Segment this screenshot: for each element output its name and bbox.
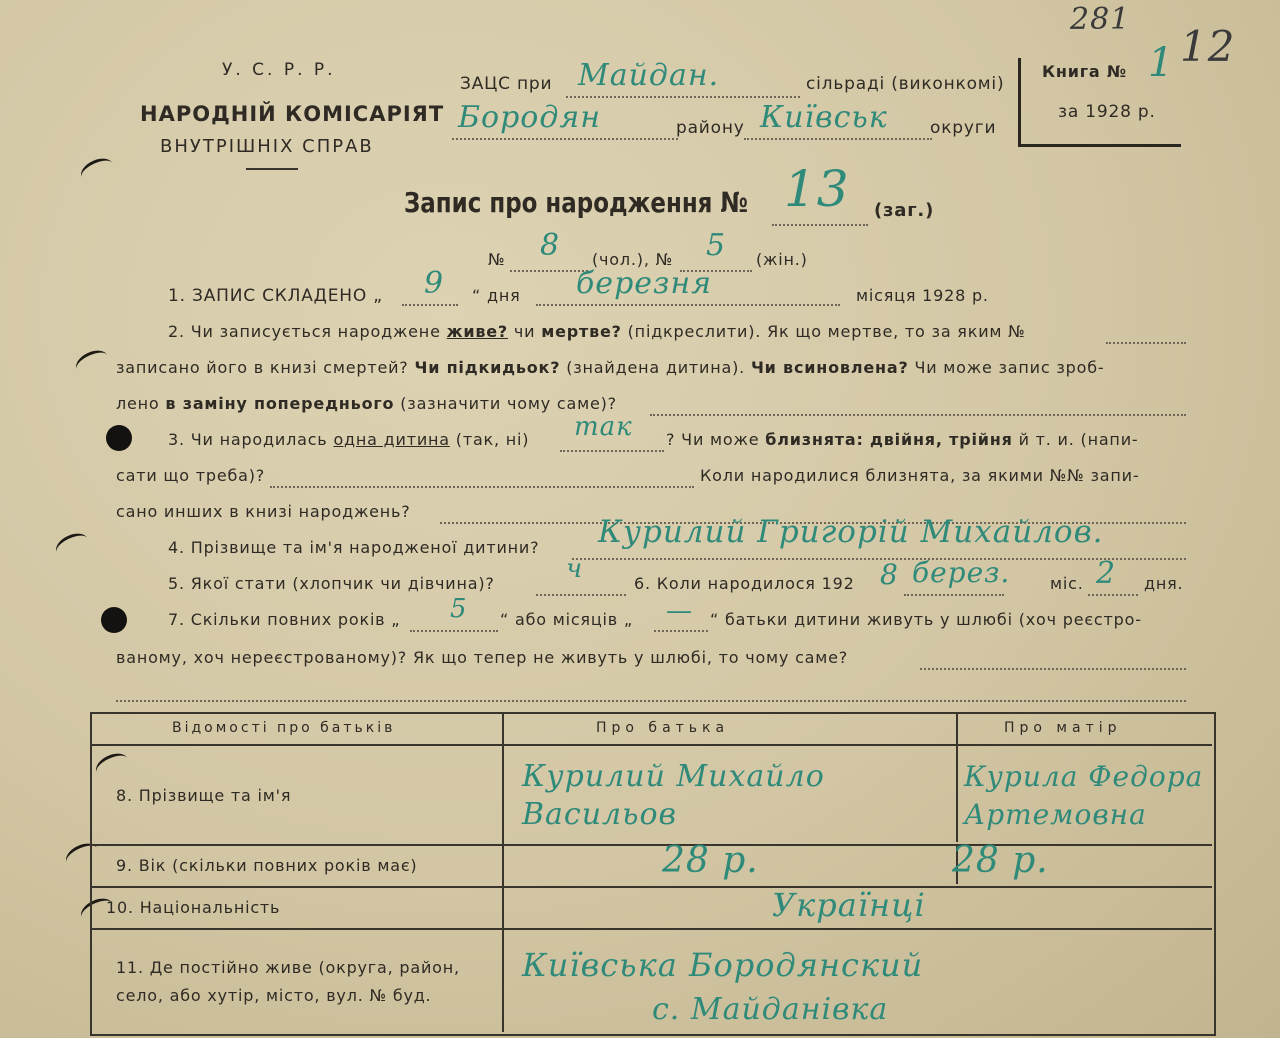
row-residence-label-2: село, або хутір, місто, вул. № буд. (116, 986, 432, 1005)
item-2-leno: лено (116, 394, 160, 413)
item-2-replacement: в заміну попереднього (165, 394, 395, 413)
mother-name-handwritten: Курила Федора Артемовна (964, 760, 1204, 831)
row-residence-label-1: 11. Де постійно живе (округа, район, (116, 958, 460, 977)
item-6-label: 6. Коли народилося 192 (634, 574, 855, 593)
item-2-reason: (зазначити чому саме)? (400, 394, 617, 413)
number-female-handwritten: 5 (706, 228, 727, 263)
marriage-months-handwritten: — (666, 596, 693, 626)
chol-label: (чол.), № (592, 250, 674, 269)
item-2-foundling: Чи підкидьок? (414, 358, 561, 377)
record-number-handwritten: 13 (784, 160, 850, 218)
item-7-text: “ батьки дитини живуть у шлюбі (хоч реєстро- (710, 610, 1142, 629)
header-info: Відомості про батьків (172, 720, 396, 736)
book-label: Книга № (1042, 62, 1127, 81)
birth-month-handwritten: берез. (912, 556, 1011, 589)
month-handwritten: березня (576, 266, 713, 301)
row-age-label: 9. Вік (скільки повних років має) (116, 856, 418, 875)
book-number-handwritten: 1 (1148, 40, 1175, 86)
item-4-label: 4. Прізвище та ім'я народженої дитини? (168, 538, 540, 557)
item-2-adopted: Чи всиновлена? (750, 358, 909, 377)
item-3-twins-q: ? Чи може (666, 430, 760, 449)
birth-year-handwritten: 8 (880, 558, 899, 591)
row-name-label: 8. Прізвище та ім'я (116, 786, 292, 805)
item-2-alive: живе? (446, 322, 508, 341)
child-name-handwritten: Курилий Григорій Михайлов. (598, 514, 1104, 550)
marriage-years-handwritten: 5 (450, 594, 468, 624)
okruga-word: округи (930, 118, 997, 138)
rayon-word: району (676, 118, 745, 138)
zhin-label: (жін.) (756, 250, 808, 269)
item-3-one-child: одна дитина (333, 430, 450, 449)
note-handwritten: 281 (1070, 2, 1131, 37)
commissariat-title: НАРОДНІЙ КОМІСАРІЯТ (140, 102, 445, 126)
number-male-handwritten: 8 (540, 228, 561, 263)
item-5-label: 5. Якої стати (хлопчик чи дівчина)? (168, 574, 495, 593)
residence-handwritten-1: Київська Бородянский (522, 946, 924, 984)
mother-age-handwritten: 28 р. (952, 840, 1049, 881)
item-2-dead: мертве? (541, 322, 622, 341)
father-age-handwritten: 28 р. (662, 840, 759, 881)
item-3-write: сати що треба)? (116, 466, 266, 485)
commissariat-subtitle: ВНУТРІШНІХ СПРАВ (160, 136, 374, 157)
item-7-text-2: ваному, хоч нереєстрованому)? Як що тепер не живуть у шлюбі, то чому саме? (116, 648, 849, 667)
sex-handwritten: ч (566, 554, 584, 584)
item-7-months: “ або місяців „ (500, 610, 633, 629)
item-1-label: 1. ЗАПИС СКЛАДЕНО „ (168, 286, 383, 306)
item-2-text-end: (підкреслити). Як що мертве, то за яким № (627, 322, 1026, 341)
rayon-handwritten: Бородян (458, 100, 602, 135)
item-3-other-records: сано инших в книзі народжень? (116, 502, 411, 521)
item-2-text: 2. Чи записується народжене (168, 322, 441, 341)
paper-tear (52, 529, 92, 562)
header-rule (246, 168, 298, 170)
header-father: Про батька (596, 720, 730, 736)
zags-suffix: сільраді (виконкомі) (806, 74, 1005, 94)
item-2-death-book: записано його в книзі смертей? (116, 358, 409, 377)
item-7-label: 7. Скільки повних років „ (168, 610, 401, 629)
parents-table (90, 712, 1216, 1036)
item-3-yes-no: (так, ні) (455, 430, 530, 449)
residence-handwritten-2: с. Майданівка (652, 992, 889, 1027)
item-3-etc: й т. и. (напи- (1018, 430, 1139, 449)
book-year: за 1928 р. (1058, 102, 1156, 122)
record-title: Запис про народження № (404, 186, 749, 219)
row-nationality-label: 10. Національність (106, 898, 281, 917)
item-2-found-child: (знайдена дитина). (566, 358, 746, 377)
item-2-or: чи (513, 322, 536, 341)
one-child-handwritten: так (574, 412, 633, 442)
okruga-handwritten: Київськ (760, 100, 888, 135)
birth-day-handwritten: 2 (1096, 556, 1117, 591)
item-1-month-year: місяця 1928 р. (856, 286, 989, 305)
item-1-day-word: “ дня (472, 286, 521, 305)
no-label: № (488, 250, 506, 269)
item-6-month: міс. (1050, 574, 1084, 593)
item-3-twins: близнята: двійня, трійня (765, 430, 1013, 449)
punch-hole (106, 425, 132, 451)
paper-tear (77, 154, 117, 187)
punch-hole (101, 607, 127, 633)
item-3-twins-when: Коли народилися близнята, за якими №№ запи- (700, 466, 1140, 485)
selrada-handwritten: Майдан. (578, 58, 720, 93)
item-3-text: 3. Чи народилась (168, 430, 328, 449)
nationality-handwritten: Українці (772, 886, 926, 924)
item-6-day: дня. (1144, 574, 1184, 593)
zag-label: (заг.) (874, 200, 935, 221)
item-2-replace-question: Чи може запис зроб- (914, 358, 1105, 377)
zags-prefix: ЗАЦС при (460, 74, 553, 94)
paper-tear (72, 346, 112, 379)
page-number-handwritten: 12 (1180, 22, 1236, 71)
father-name-handwritten: Курилий Михайло Васильов (522, 759, 825, 832)
header-mother: Про матір (1004, 720, 1122, 736)
day-handwritten: 9 (424, 266, 445, 301)
republic-label: У. С. Р. Р. (222, 60, 336, 80)
